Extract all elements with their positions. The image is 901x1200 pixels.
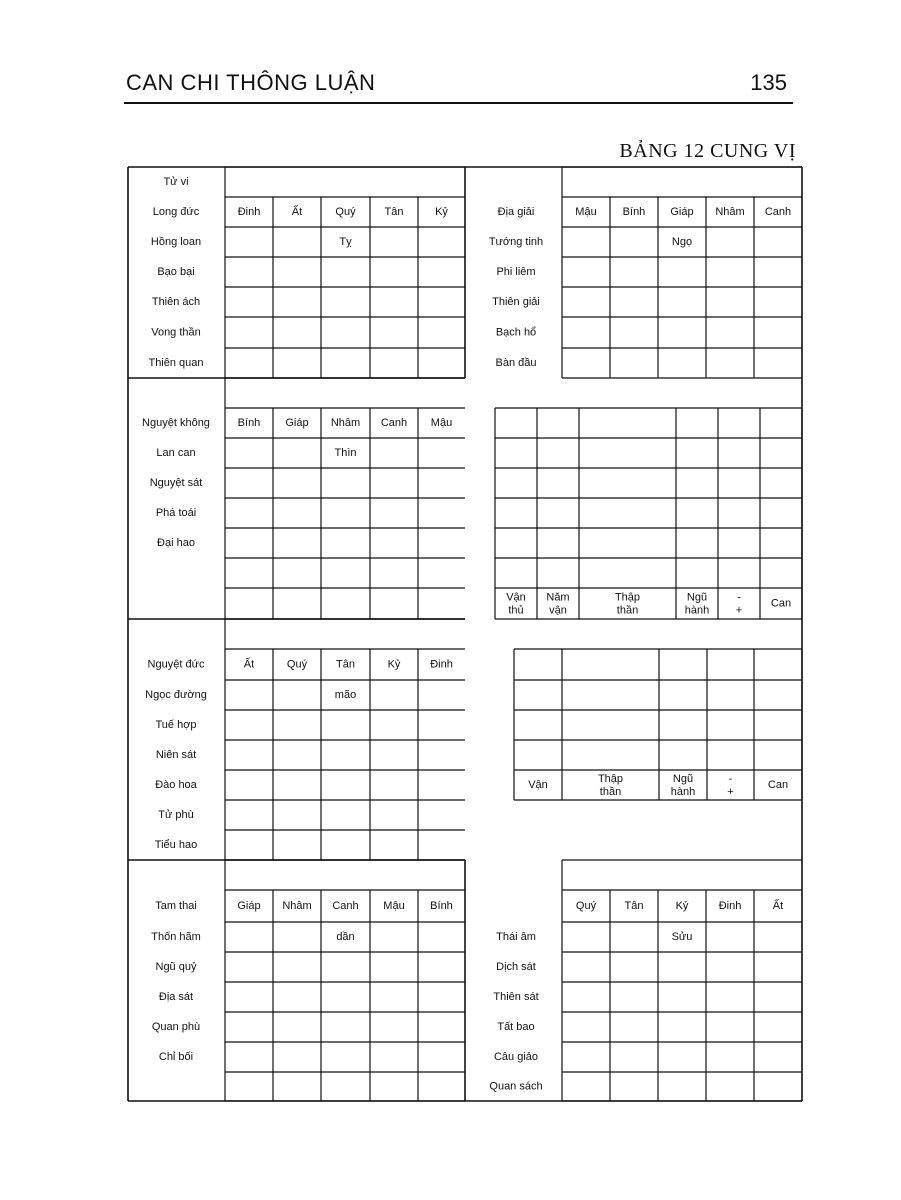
stem-cell: Quý	[575, 900, 597, 912]
footer-label: Ngũ hành	[684, 591, 710, 617]
row-label: Phá toái	[155, 507, 197, 519]
stem-cell: Đinh	[237, 206, 261, 218]
stem-cell: dần	[336, 931, 355, 943]
stem-cell: Bính	[622, 206, 646, 218]
stem-cell: Kỷ	[675, 900, 689, 912]
row-label: Tử vi	[163, 176, 189, 188]
footer-label: Ngũ hành	[670, 773, 696, 798]
row-label: Ngũ quỷ	[155, 961, 197, 973]
row-label: Nguyệt sát	[149, 477, 203, 489]
running-title: CAN CHI THÔNG LUẬN	[126, 70, 376, 95]
stem-cell: Đinh	[718, 900, 742, 912]
row-label: Tuế hợp	[155, 719, 197, 731]
stem-cell: Kỷ	[387, 658, 401, 671]
footer-label: -+	[727, 773, 734, 798]
footer-label: Vận	[528, 779, 548, 791]
stem-cell: Ngọ	[671, 236, 693, 248]
row-label: Vong thần	[151, 326, 201, 339]
stem-cell: Bính	[430, 900, 453, 912]
row-label: Tướng tinh	[488, 236, 544, 248]
footer-label: Thập thần	[614, 591, 641, 617]
stem-cell: Quý	[335, 206, 356, 218]
row-label: Tất bao	[497, 1021, 535, 1033]
row-label: Thái âm	[496, 931, 536, 943]
row-label: Bạch hổ	[495, 326, 537, 339]
row-label: Phi liêm	[496, 266, 536, 278]
row-label: Tiểu hao	[154, 839, 198, 851]
row-label: Thiên giải	[492, 296, 540, 308]
row-label: Nguyệt đức	[147, 658, 205, 671]
stem-cell: Nhâm	[282, 900, 312, 912]
footer-label: Can	[770, 597, 792, 610]
stem-cell: Giáp	[285, 417, 309, 429]
row-label: Thiên ách	[151, 296, 201, 308]
row-label: Chỉ bối	[158, 1051, 194, 1063]
row-label: Địa giải	[497, 206, 535, 218]
row-label: Địa sát	[158, 991, 194, 1003]
stem-cell: Ất	[291, 206, 303, 218]
row-label: Long đức	[152, 206, 200, 218]
stem-cell: Canh	[332, 900, 359, 912]
page-number: 135	[750, 70, 787, 95]
row-label: Quan sách	[489, 1080, 543, 1093]
stem-cell: Canh	[764, 206, 792, 218]
stem-cell: Tân	[624, 900, 644, 912]
stem-cell: Giáp	[670, 206, 694, 218]
row-label: Tử phù	[158, 809, 194, 821]
row-label: Thiên quan	[148, 357, 204, 369]
row-label: Lan can	[156, 447, 196, 459]
row-label: Dịch sát	[496, 961, 536, 973]
row-label: Niên sát	[155, 749, 197, 761]
stem-cell: Đinh	[430, 658, 453, 671]
stem-cell: Mậu	[430, 417, 453, 429]
stem-cell: Canh	[380, 417, 408, 429]
stem-cell: Kỷ	[435, 206, 448, 218]
table-caption: BẢNG 12 CUNG VỊ	[619, 140, 796, 162]
stem-cell: Mậu	[575, 206, 597, 218]
footer-label: Vận thủ	[506, 591, 526, 617]
row-label: Hồng loan	[150, 236, 202, 248]
row-label: Thiên sát	[493, 991, 539, 1003]
stem-cell: Tân	[336, 658, 355, 671]
footer-label: Năm vận	[546, 591, 570, 617]
stem-cell: Sửu	[671, 931, 693, 943]
stem-cell: Giáp	[237, 900, 261, 912]
stem-cell: Nhâm	[330, 417, 361, 429]
row-label: Bàn đầu	[495, 357, 537, 369]
stem-cell: Ất	[243, 658, 255, 671]
footer-label: Can	[767, 779, 789, 791]
stem-cell: Quý	[286, 658, 308, 671]
row-label: Nguyệt không	[142, 417, 210, 429]
stem-cell: Tỵ	[339, 236, 352, 248]
row-label: Câu giảo	[493, 1051, 539, 1063]
row-label: Đào hoa	[155, 779, 197, 791]
stem-cell: mão	[334, 689, 357, 701]
row-label: Quan phù	[151, 1021, 201, 1033]
stem-cell: Thìn	[334, 447, 357, 459]
row-label: Bạo bại	[157, 266, 195, 278]
stem-cell: Ất	[772, 900, 784, 912]
stem-cell: Bính	[237, 417, 261, 429]
stem-cell: Tân	[384, 206, 404, 218]
stem-cell: Mậu	[383, 900, 405, 912]
row-label: Ngọc đường	[145, 689, 207, 701]
footer-label: -+	[735, 591, 743, 617]
row-label: Tam thai	[155, 900, 197, 912]
stem-cell: Nhâm	[715, 206, 745, 218]
row-label: Thốn hãm	[151, 931, 201, 943]
footer-label: Thập thần	[597, 773, 624, 798]
row-label: Đại hao	[157, 537, 195, 549]
